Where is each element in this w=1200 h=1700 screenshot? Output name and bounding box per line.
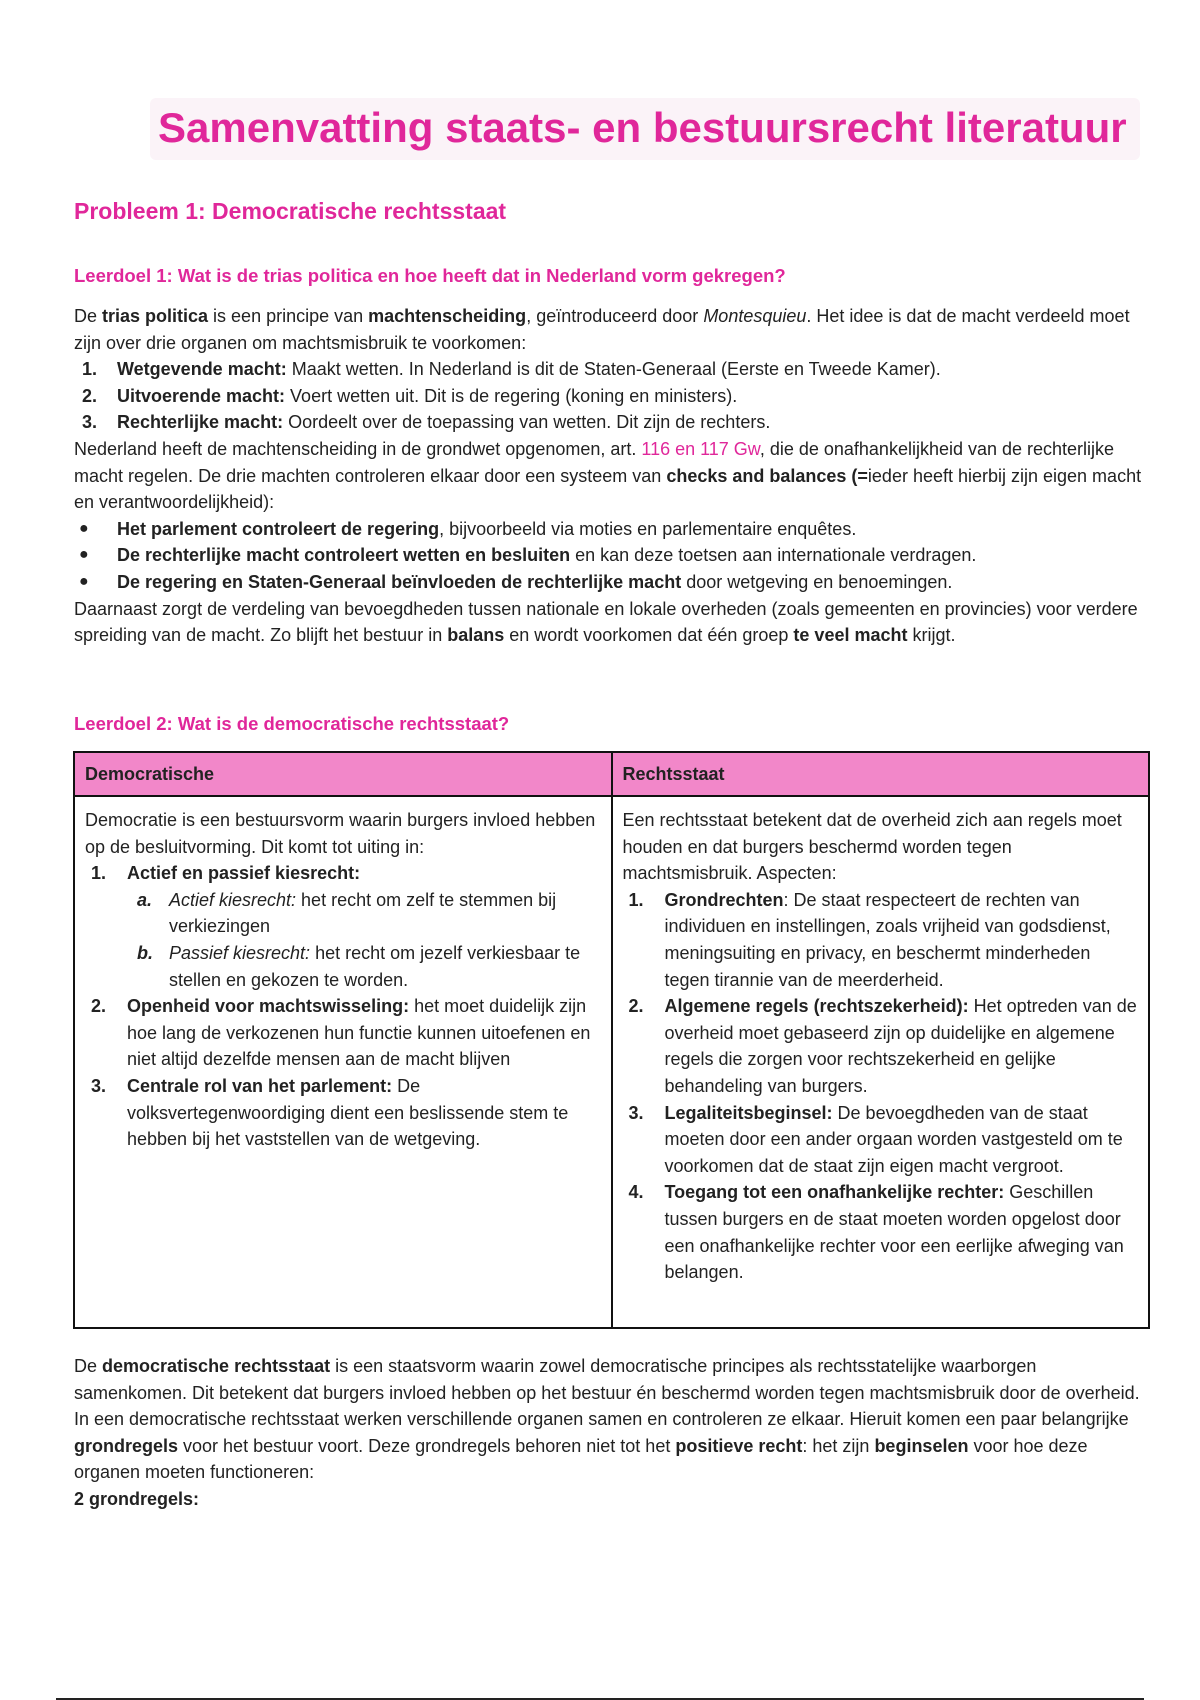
grondwet-link[interactable]: 116 en 117 Gw [641,438,760,459]
goal1-intro-paragraph: De trias politica is een principe van machtenscheiding, geïntroduceerd door Montesquieu. Het idee is dat de macht verdeeld moet zijn over drie organen om machtsmisbruik te voorkomen: [74,306,1130,353]
comparison-table [73,751,1150,1329]
goal1-heading: Leerdoel 1: Wat is de trias politica en hoe heeft dat in Nederland vorm gekregen? [74,265,786,286]
rechtsstaat-list [623,887,1139,1286]
democracy-list [85,860,601,1153]
bullet-icon: ● [79,546,89,564]
list-item: 1. Grondrechten: De staat respecteert de rechten van individuen en instellingen, zoals vrijheid van godsdienst, meningsuiting en privacy, en beschermt minderheden tegen tirannie van de meerderheid. [628,889,1111,990]
table-row [74,796,1149,1328]
list-item: 2. Algemene regels (rechtszekerheid): Het optreden van de overheid moet gebaseerd zijn op duidelijke en algemene regels die zorgen voor rechtszekerheid en gelijke behandeling van burgers. [628,996,1137,1096]
list-item: 3. Rechterlijke macht: Oordeelt over de toepassing van wetten. Dit zijn de rechters. [82,412,771,433]
list-item: 1. Actief en passief kiesrecht: a. Actief kiesrecht: het recht om zelf te stemmen bij verkiezingen b. Passief kiesrecht: het recht om jezelf verkiesbaar te stellen en gekozen te worden. [85,860,601,993]
list-item: 3. Centrale rol van het parlement: De volksvertegenwoordiging dient een beslissende stem te hebben bij het vaststellen van de wetgeving. [91,1075,569,1150]
goal1-closing-paragraph: Daarnaast zorgt de verdeling van bevoegdheden tussen nationale en lokale overheden (zoals gemeenten en provincies) voor verdere spreiding van de macht. Zo blijft het bestuur in balans en wordt voorkomen dat één groep te veel macht krijgt. [74,598,1138,646]
list-item: ● De regering en Staten-Generaal beïnvloeden de rechterlijke macht door wetgeving en benoemingen. [74,569,1144,596]
list-item: 1. Wetgevende macht: Maakt wetten. In Nederland is dit de Staten-Generaal (Eerste en Tweede Kamer). [82,359,941,380]
document-title: Samenvatting staats- en bestuursrecht literatuur [158,104,1127,151]
list-item: 2. Uitvoerende macht: Voert wetten uit. Dit is de regering (koning en ministers). [82,385,738,406]
democratische-rechtsstaat-paragraph: De democratische rechtsstaat is een staatsvorm waarin zowel democratische principes als rechtsstatelijke waarborgen samenkomen. Dit betekent dat burgers invloed hebben op het bestuur én beschermd worden tegen machtsmisbruik door de overheid. In een democratische rechtsstaat werken verschillende organen samen en controleren ze elkaar. Hieruit komen een paar belangrijke grondregels voor het bestuur voort. Deze grondregels behoren niet tot het positieve recht: het zijn beginselen voor hoe deze organen moeten functioneren: [74,1356,1140,1483]
list-item: a. Actief kiesrecht: het recht om zelf te stemmen bij verkiezingen [137,889,557,937]
table-cell-democratische [74,796,612,1328]
checks-list [74,516,1144,596]
bullet-icon: ● [79,519,89,537]
goal1-section [74,303,1144,649]
table-header-democratische: Democratische [74,752,612,796]
goal1-checks-paragraph: Nederland heeft de machtenscheiding in de grondwet opgenomen, art. 116 en 117 Gw, die de onafhankelijkheid van de rechterlijke macht regelen. De drie machten controleren elkaar door een systeem van checks and balances (=ieder heeft hierbij zijn eigen macht en verantwoordelijkheid): [74,438,1142,513]
grondregels-label: 2 grondregels: [74,1488,200,1509]
list-item: ● Het parlement controleert de regering, bijvoorbeeld via moties en parlementaire enquêtes. [74,516,1144,543]
list-item: ● De rechterlijke macht controleert wetten en besluiten en kan deze toetsen aan internationale verdragen. [74,542,1144,569]
table-header-row [74,752,1149,796]
list-item: b. Passief kiesrecht: het recht om jezelf verkiesbaar te stellen en gekozen te worden. [137,942,581,990]
goal2-heading: Leerdoel 2: Wat is de democratische rechtsstaat? [74,713,510,734]
table-header-rechtsstaat: Rechtsstaat [612,752,1150,796]
kiesrecht-sublist [127,887,601,993]
table-cell-rechtsstaat [612,796,1150,1328]
goal2-section [74,1353,1144,1513]
list-item: 3. Legaliteitsbeginsel: De bevoegdheden van de staat moeten door een ander orgaan worden vastgesteld om te voorkomen dat de staat zijn eigen macht vergroot. [628,1102,1123,1176]
bullet-icon: ● [79,572,89,590]
list-item: 4. Toegang tot een onafhankelijke rechter: Geschillen tussen burgers en de staat moeten worden opgelost door een onafhankelijke rechter voor een eerlijke afweging van belangen. [628,1182,1124,1283]
cell-intro: Democratie is een bestuursvorm waarin burgers invloed hebben op de besluitvorming. Dit komt tot uiting in: [85,810,596,857]
list-item: 2. Openheid voor machtswisseling: het moet duidelijk zijn hoe lang de verkozenen hun functie kunnen uitoefenen en niet altijd dezelfde mensen aan de macht blijven [91,996,591,1070]
powers-list [74,356,1144,436]
problem-heading: Probleem 1: Democratische rechtsstaat [74,198,507,224]
cell-intro: Een rechtsstaat betekent dat de overheid zich aan regels moet houden en dat burgers beschermd worden tegen machtsmisbruik. Aspecten: [622,810,1122,884]
